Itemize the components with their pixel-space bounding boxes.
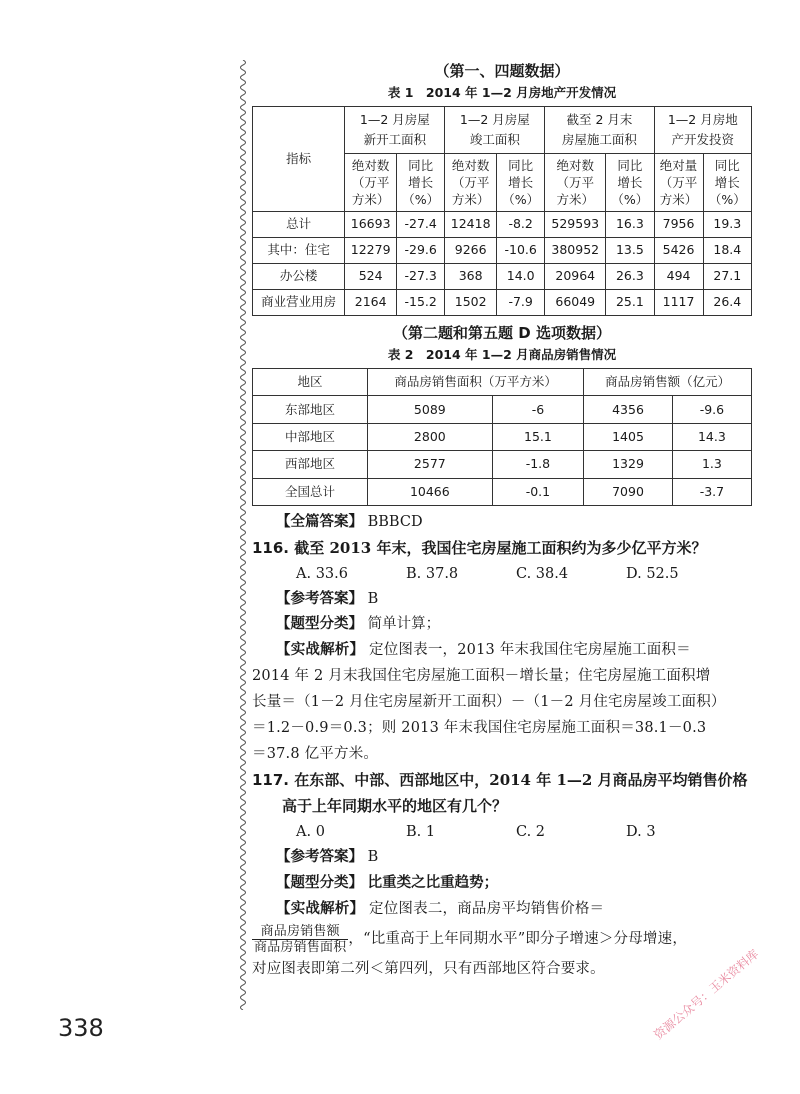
question-117: 117. 在东部、中部、西部地区中，2014 年 1—2 月商品房平均销售价格	[252, 771, 748, 789]
table-row	[253, 451, 752, 478]
q117-answer: 【参考答案】 B	[276, 849, 379, 865]
table1-group-header: 1—2 月房屋 竣工面积	[445, 107, 545, 154]
table-cell: -29.6	[397, 237, 445, 263]
table-cell: 13.5	[606, 237, 654, 263]
table-cell: 18.4	[703, 237, 751, 263]
table1-subheader: 同比 增长 （%）	[606, 153, 654, 211]
table-cell: -0.1	[492, 478, 584, 505]
analysis-line: 对应图表即第二列＜第四列，只有西部地区符合要求。	[252, 961, 605, 977]
watermark: 资源公众号：玉米资料库	[651, 946, 762, 1043]
table-row	[253, 237, 752, 263]
table-cell: 25.1	[606, 289, 654, 315]
price-fraction: $\frac{\text{商品房销售额}}{\text{商品房销售面积}}$	[254, 923, 347, 955]
table-cell: -6	[492, 396, 584, 423]
table1-subheader: 绝对数 （万平 方米）	[345, 153, 397, 211]
table-cell: 368	[445, 263, 497, 289]
margin-wavy-line	[236, 60, 250, 1010]
table-cell: 26.3	[606, 263, 654, 289]
table-cell: 7090	[584, 478, 673, 505]
table-cell: -10.6	[497, 237, 545, 263]
table1-subheader: 绝对量 （万平 方米）	[654, 153, 703, 211]
row-label: 商业营业用房	[253, 289, 345, 315]
table-cell: 494	[654, 263, 703, 289]
table-cell: 1.3	[672, 451, 751, 478]
table-cell: 5089	[368, 396, 493, 423]
table1-group-header: 1—2 月房地 产开发投资	[654, 107, 751, 154]
section1-title: （第一、四题数据）	[434, 62, 570, 80]
q116-options	[252, 561, 752, 587]
table1-group-header: 截至 2 月末 房屋施工面积	[545, 107, 654, 154]
table2	[252, 368, 752, 506]
table-cell: 380952	[545, 237, 606, 263]
table-row	[253, 263, 752, 289]
table-cell: 529593	[545, 212, 606, 238]
table-cell: 1405	[584, 423, 673, 450]
table-cell: 12279	[345, 237, 397, 263]
table-cell: 7956	[654, 212, 703, 238]
option-d: D. 52.5	[626, 566, 679, 582]
table-cell: 16.3	[606, 212, 654, 238]
table1	[252, 106, 752, 316]
table-cell: 1329	[584, 451, 673, 478]
q116-answer: 【参考答案】 B	[276, 591, 379, 607]
table-cell: -1.8	[492, 451, 584, 478]
table-cell: 10466	[368, 478, 493, 505]
table-cell: 5426	[654, 237, 703, 263]
table-row	[253, 396, 752, 423]
table-cell: -9.6	[672, 396, 751, 423]
table-cell: -27.4	[397, 212, 445, 238]
option-d: D. 3	[626, 824, 656, 840]
table-cell: 2800	[368, 423, 493, 450]
row-label: 办公楼	[253, 263, 345, 289]
table-cell: -27.3	[397, 263, 445, 289]
table2-caption: 表 2 2014 年 1—2 月商品房销售情况	[387, 347, 617, 362]
table-cell: 66049	[545, 289, 606, 315]
table-header-cell: 商品房销售面积（万平方米）	[368, 369, 584, 396]
analysis-line: 2014 年 2 月末我国住宅房屋施工面积－增长量；住宅房屋施工面积增	[252, 668, 711, 684]
table1-subheader: 同比 增长 （%）	[397, 153, 445, 211]
all-answers: 【全篇答案】 BBBCD	[276, 514, 423, 530]
table-row	[253, 423, 752, 450]
page-number: 338	[58, 1014, 104, 1042]
q116-analysis: 【实战解析】 定位图表一，2013 年末我国住宅房屋施工面积＝	[276, 642, 691, 658]
row-label: 其中：住宅	[253, 237, 345, 263]
table-row	[253, 289, 752, 315]
table-cell: 14.3	[672, 423, 751, 450]
q117-options	[252, 819, 752, 845]
table-cell: 26.4	[703, 289, 751, 315]
table1-subheader: 绝对数 （万平 方米）	[545, 153, 606, 211]
table-cell: 1502	[445, 289, 497, 315]
analysis-line: 长量＝（1－2 月住宅房屋新开工面积）－（1－2 月住宅房屋竣工面积）	[252, 694, 726, 710]
table-cell: -7.9	[497, 289, 545, 315]
table-cell: -8.2	[497, 212, 545, 238]
table1-subheader: 同比 增长 （%）	[497, 153, 545, 211]
table-cell: 2164	[345, 289, 397, 315]
question-116: 116. 截至 2013 年末，我国住宅房屋施工面积约为多少亿平方米？	[252, 539, 707, 557]
analysis-line: $\frac{\text{商品房销售额}}{\text{商品房销售面积}}$ ，“比重高于上年同期水平”即分子增速＞分母增速，	[254, 923, 688, 955]
table-cell: -3.7	[672, 478, 751, 505]
question-117-line2: 高于上年同期水平的地区有几个？	[282, 797, 508, 815]
table-cell: 12418	[445, 212, 497, 238]
table-cell: -15.2	[397, 289, 445, 315]
option-a: A. 0	[296, 824, 325, 840]
table-cell: 524	[345, 263, 397, 289]
table-header-cell: 地区	[253, 369, 368, 396]
table-row	[253, 478, 752, 505]
table-row	[253, 212, 752, 238]
table-cell: 1117	[654, 289, 703, 315]
section2-title: （第二题和第五题 D 选项数据）	[393, 324, 611, 342]
table-cell: 2577	[368, 451, 493, 478]
row-label: 全国总计	[253, 478, 368, 505]
option-b: B. 37.8	[406, 566, 459, 582]
q117-type: 【题型分类】 比重类之比重趋势；	[276, 874, 499, 891]
option-a: A. 33.6	[296, 566, 348, 582]
table-cell: 4356	[584, 396, 673, 423]
option-c: C. 38.4	[516, 566, 569, 582]
table-header-cell: 商品房销售额（亿元）	[584, 369, 752, 396]
q117-analysis: 【实战解析】 定位图表二，商品房平均销售价格＝	[276, 901, 605, 917]
option-c: C. 2	[516, 824, 546, 840]
table1-caption: 表 1 2014 年 1—2 月房地产开发情况	[387, 85, 617, 100]
table1-header-row1	[253, 107, 752, 154]
table1-col-label: 指标	[253, 107, 345, 212]
row-label: 东部地区	[253, 396, 368, 423]
row-label: 总计	[253, 212, 345, 238]
table-cell: 9266	[445, 237, 497, 263]
table-cell: 19.3	[703, 212, 751, 238]
analysis-line: ＝1.2－0.9＝0.3；则 2013 年末我国住宅房屋施工面积＝38.1－0.3	[252, 720, 707, 736]
page-content	[252, 58, 752, 982]
table-cell: 15.1	[492, 423, 584, 450]
table-cell: 27.1	[703, 263, 751, 289]
table-cell: 20964	[545, 263, 606, 289]
table1-subheader: 同比 增长 （%）	[703, 153, 751, 211]
table1-subheader: 绝对数 （万平 方米）	[445, 153, 497, 211]
table-cell: 14.0	[497, 263, 545, 289]
row-label: 西部地区	[253, 451, 368, 478]
row-label: 中部地区	[253, 423, 368, 450]
option-b: B. 1	[406, 824, 436, 840]
analysis-line: ＝37.8 亿平方米。	[252, 746, 379, 762]
table2-header-row	[253, 369, 752, 396]
table1-group-header: 1—2 月房屋 新开工面积	[345, 107, 445, 154]
table-cell: 16693	[345, 212, 397, 238]
q116-type: 【题型分类】 简单计算；	[276, 616, 441, 632]
